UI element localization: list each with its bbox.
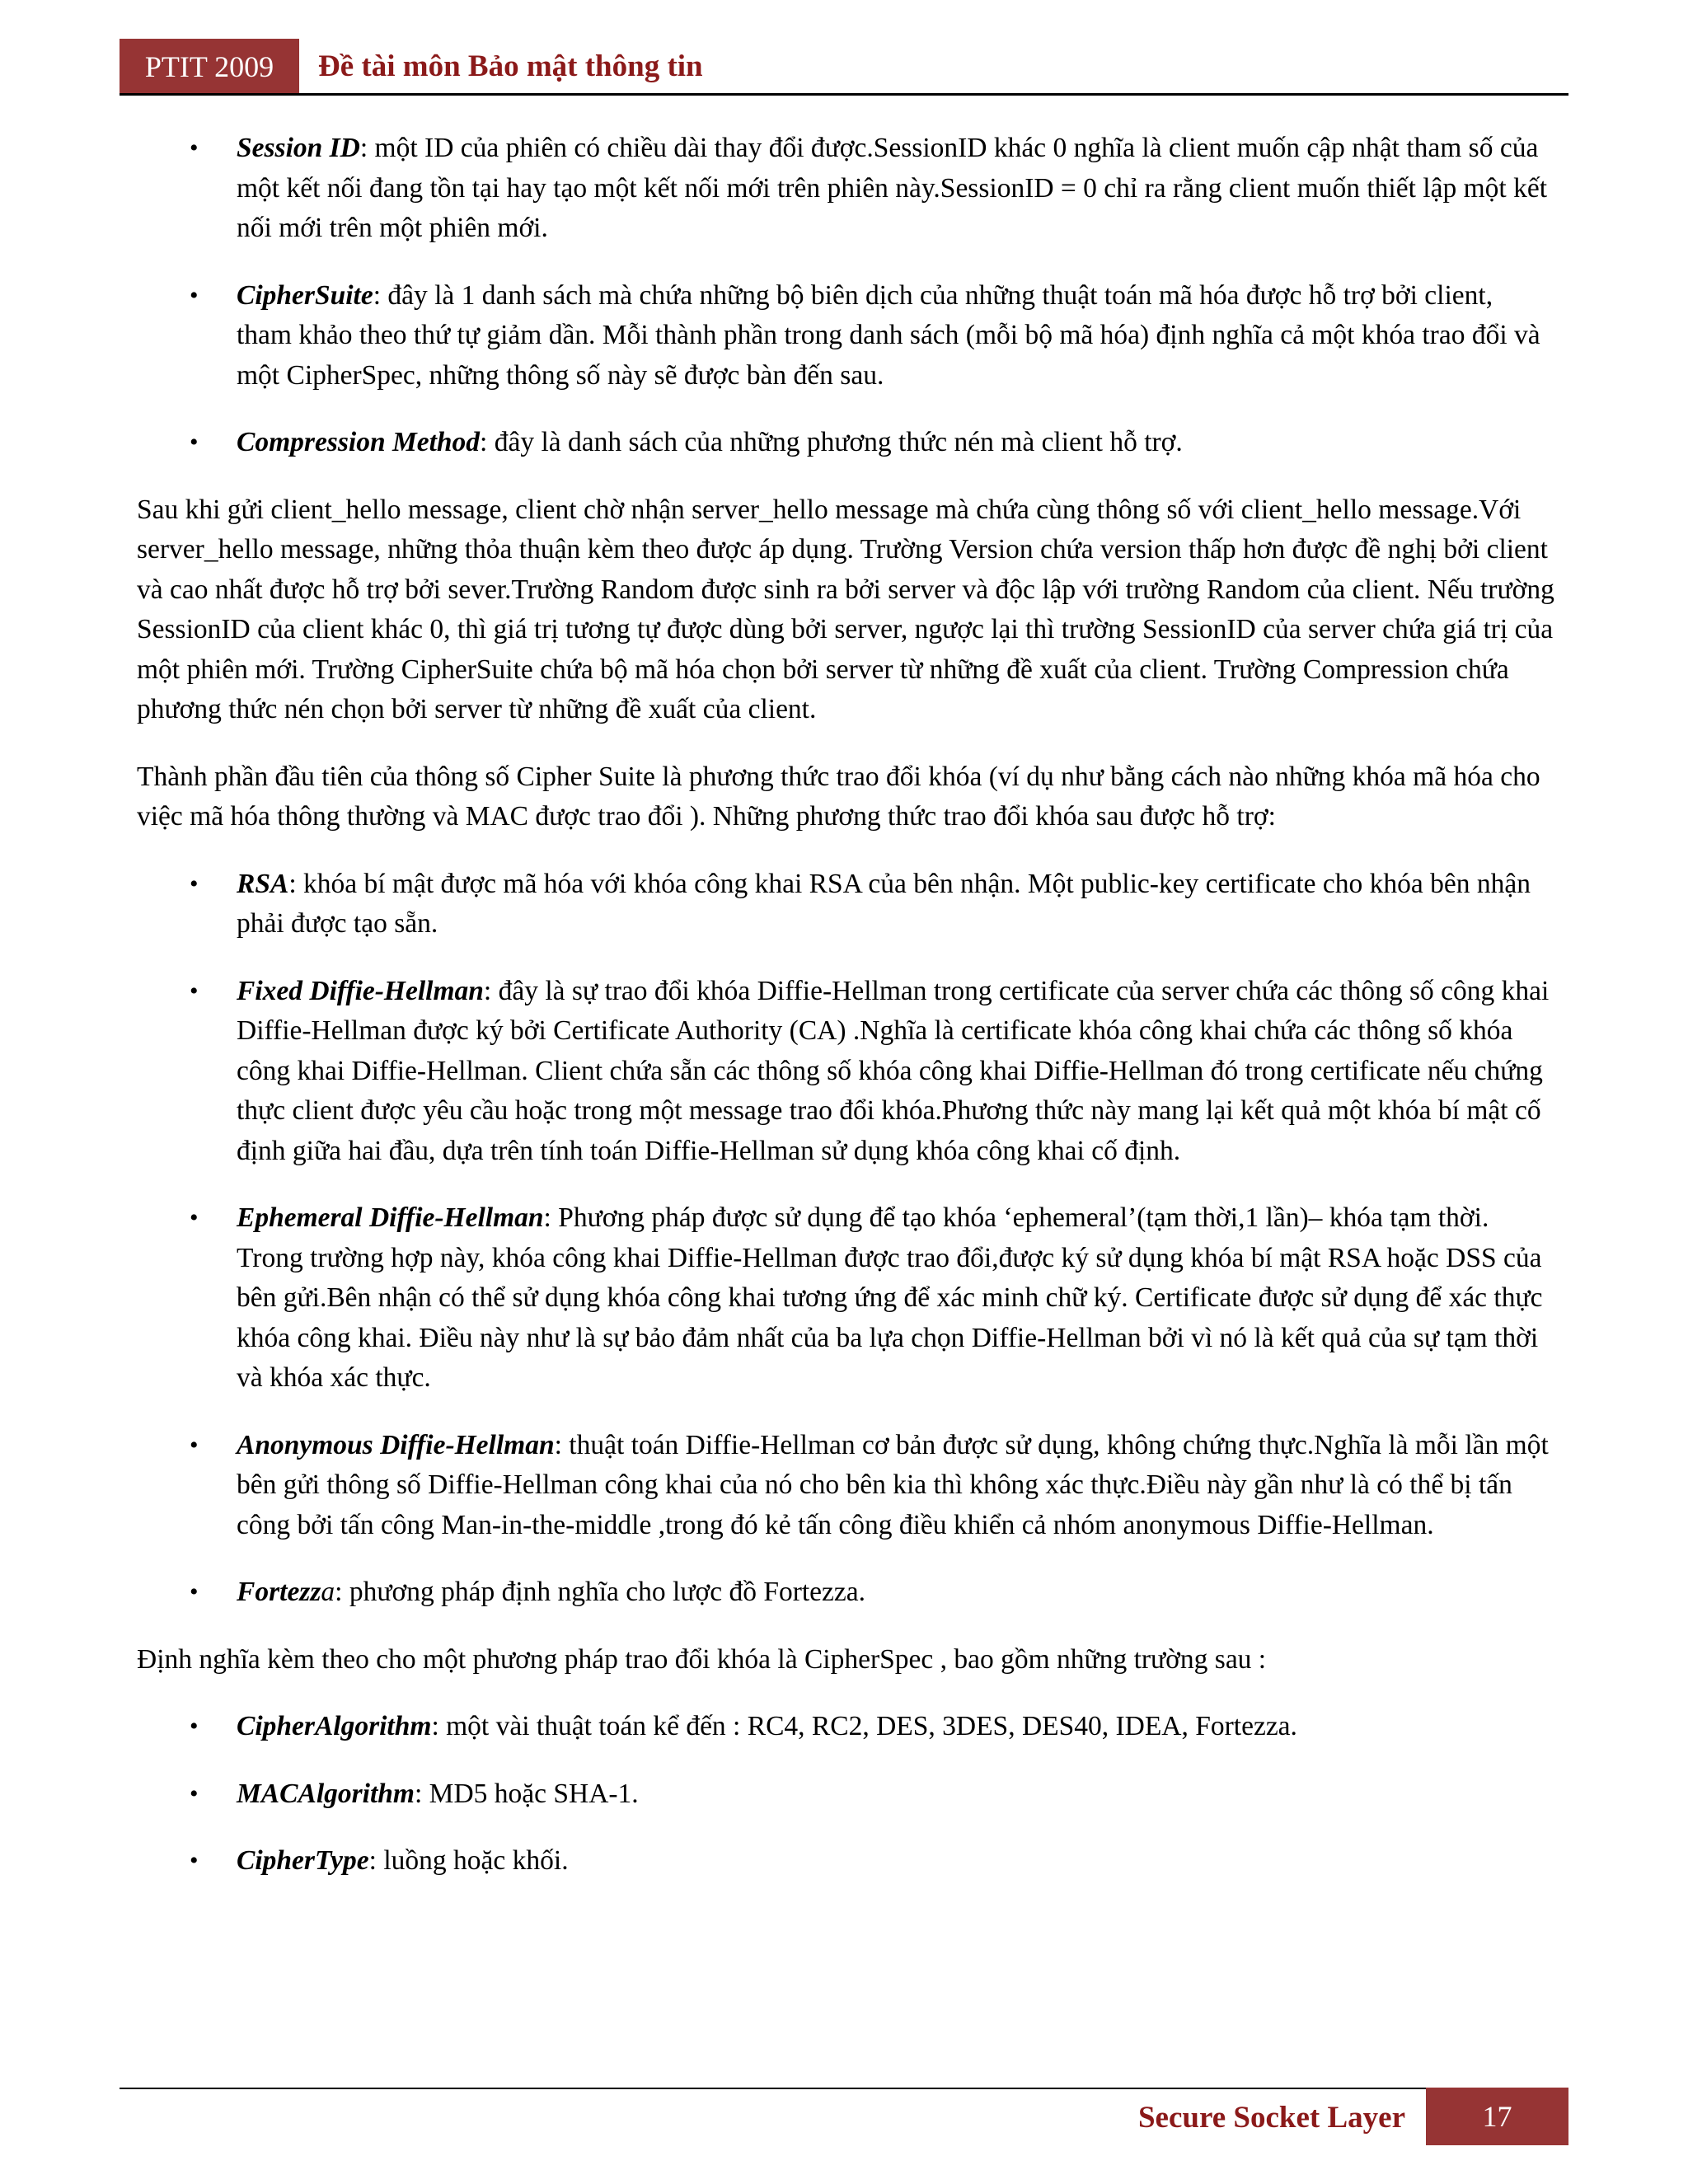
list-item-text: : một vài thuật toán kể đến : RC4, RC2, DES, 3DES, DES40, IDEA, Fortezza. bbox=[431, 1711, 1297, 1741]
bullet-icon: • bbox=[190, 134, 199, 162]
list-item-text: : Phương pháp được sử dụng để tạo khóa ‘ephemeral’(tạm thời,1 lần)– khóa tạm thời. Trong trường hợp này, khóa công khai Diffie-Hellman được trao đổi,được ký sử dụng khóa bí mật RSA hoặc DSS của bên gửi.Bên nhận có thể sử dụng khóa công khai tương ứng để xác minh chữ ký. Certificate được sử dụng để xác thực khóa công khai. Điều này như là sự bảo đảm nhất của ba lựa chọn Diffie-Hellman bởi vì nó là kết quả của sự tạm thời và khóa xác thực. bbox=[237, 1202, 1543, 1393]
page-content bbox=[137, 129, 1554, 1909]
list-item-text: : phương pháp định nghĩa cho lược đồ Fortezza. bbox=[335, 1577, 866, 1607]
list-item-term: Anonymous Diffie-Hellman bbox=[237, 1429, 555, 1460]
list-item bbox=[137, 1426, 1554, 1546]
list-item bbox=[137, 865, 1554, 944]
list-item bbox=[137, 972, 1554, 1172]
bullet-icon: • bbox=[190, 977, 199, 1005]
paragraph: Thành phần đầu tiên của thông số Cipher Suite là phương thức trao đổi khóa (ví dụ như bằng cách nào những khóa mã hóa cho việc mã hóa thông thường và MAC được trao đổi ). Những phương thức trao đổi khóa sau được hỗ trợ: bbox=[137, 761, 1540, 832]
list-item-term: Session ID bbox=[237, 133, 360, 163]
list-item-text: : luồng hoặc khối. bbox=[368, 1845, 569, 1876]
list-item-term: MACAlgorithm bbox=[237, 1778, 415, 1809]
bullet-icon: • bbox=[190, 869, 199, 898]
list-item-term: CipherSuite bbox=[237, 279, 373, 311]
bullet-icon: • bbox=[190, 1847, 199, 1874]
list-item-text: : MD5 hoặc SHA-1. bbox=[414, 1778, 639, 1809]
bullet-icon: • bbox=[190, 1713, 199, 1740]
list-item-text: : thuật toán Diffie-Hellman cơ bản được sử dụng, không chứng thực.Nghĩa là mỗi lần một bên gửi thông số Diffie-Hellman công khai của nó cho bên kia thì không xác thực.Điều này gần như là có thể bị tấn công bởi tấn công Man-in-the-middle ,trong đó kẻ tấn công điều khiển cả nhóm anonymous Diffie-Hellman. bbox=[237, 1429, 1549, 1540]
list-item bbox=[137, 1572, 1554, 1613]
list-item-text: : khóa bí mật được mã hóa với khóa công khai RSA của bên nhận. Một public-key certificate cho khóa bên nhận phải được tạo sẵn. bbox=[237, 868, 1531, 939]
list-item bbox=[137, 1707, 1554, 1747]
list-item-text: : đây là 1 danh sách mà chứa những bộ biên dịch của những thuật toán mã hóa được hỗ trợ bởi client, tham khảo theo thứ tự giảm dần. Mỗi thành phần trong danh sách (mỗi bộ mã hóa) định nghĩa cả một khóa trao đổi và một CipherSpec, những thông số này sẽ được bàn đến sau. bbox=[237, 279, 1540, 391]
footer-title: Secure Socket Layer bbox=[1137, 2101, 1405, 2135]
bullet-icon: • bbox=[190, 281, 199, 309]
list-item-term: CipherType bbox=[237, 1845, 369, 1876]
list-item bbox=[137, 129, 1554, 249]
bullet-icon: • bbox=[190, 429, 199, 456]
list-item-term: Fortezz bbox=[237, 1577, 321, 1607]
header-rule bbox=[120, 93, 1568, 96]
list-item-term: RSA bbox=[237, 868, 289, 899]
list-item bbox=[137, 1841, 1554, 1882]
footer-rule bbox=[120, 2088, 1430, 2089]
header-label: PTIT 2009 bbox=[144, 50, 274, 83]
list-item bbox=[137, 1774, 1554, 1815]
list-item-term: Compression Method bbox=[237, 427, 481, 457]
header-title: Đề tài môn Bảo mật thông tin bbox=[318, 49, 703, 83]
list-item bbox=[137, 276, 1554, 396]
page-number: 17 bbox=[1482, 2100, 1512, 2133]
message-fields-list bbox=[137, 129, 1554, 463]
list-item-term-tail: a bbox=[321, 1577, 335, 1607]
list-item-term: Ephemeral Diffie-Hellman bbox=[237, 1202, 544, 1233]
bullet-icon: • bbox=[190, 1431, 199, 1459]
key-exchange-list bbox=[137, 865, 1554, 1613]
header-label-box bbox=[120, 39, 299, 95]
list-item-term: CipherAlgorithm bbox=[237, 1711, 432, 1741]
cipherspec-fields-list bbox=[137, 1707, 1554, 1882]
page-number-box bbox=[1426, 2088, 1568, 2145]
paragraph: Sau khi gửi client_hello message, client chờ nhận server_hello message mà chứa cùng thông số với client_hello message.Với server_hello message, những thỏa thuận kèm theo được áp dụng. Trường Version chứa version thấp hơn được đề nghị bởi client và cao nhất được hỗ trợ bởi sever.Trường Random được sinh ra bởi server và độc lập với trường Random của client. Nếu trường SessionID của client khác 0, thì giá trị tương tự được dùng bởi server, ngược lại thì trường SessionID của server chứa giá trị của một phiên mới. Trường CipherSuite chứa bộ mã hóa chọn bởi server từ những đề xuất của client. Trường Compression chứa phương thức nén chọn bởi server từ những đề xuất của client. bbox=[137, 494, 1554, 724]
bullet-icon: • bbox=[190, 1578, 199, 1605]
list-item bbox=[137, 423, 1554, 463]
list-item bbox=[137, 1198, 1554, 1399]
paragraph: Định nghĩa kèm theo cho một phương pháp trao đổi khóa là CipherSpec , bao gồm những trường sau : bbox=[137, 1643, 1267, 1675]
bullet-icon: • bbox=[190, 1779, 199, 1807]
list-item-term: Fixed Diffie-Hellman bbox=[237, 975, 484, 1006]
bullet-icon: • bbox=[190, 1204, 199, 1231]
list-item-text: : đây là sự trao đổi khóa Diffie-Hellman trong certificate của server chứa các thông số công khai Diffie-Hellman được ký bởi Certificate Authority (CA) .Nghĩa là certificate khóa công khai chứa các thông số khóa công khai Diffie-Hellman. Client chứa sẵn các thông số khóa công khai Diffie-Hellman đó trong certificate nếu chứng thực client được yêu cầu hoặc trong một message trao đổi khóa.Phương thức này mang lại kết quả một khóa bí mật cố định giữa hai đầu, dựa trên tính toán Diffie-Hellman sử dụng khóa công khai cố định. bbox=[237, 975, 1550, 1166]
list-item-text: : đây là danh sách của những phương thức nén mà client hỗ trợ. bbox=[480, 427, 1183, 457]
list-item-text: : một ID của phiên có chiều dài thay đổi được.SessionID khác 0 nghĩa là client muốn cập nhật tham số của một kết nối đang tồn tại hay tạo một kết nối mới trên phiên này.SessionID = 0 chỉ ra rằng client muốn thiết lập một kết nối mới trên một phiên mới. bbox=[237, 133, 1548, 243]
